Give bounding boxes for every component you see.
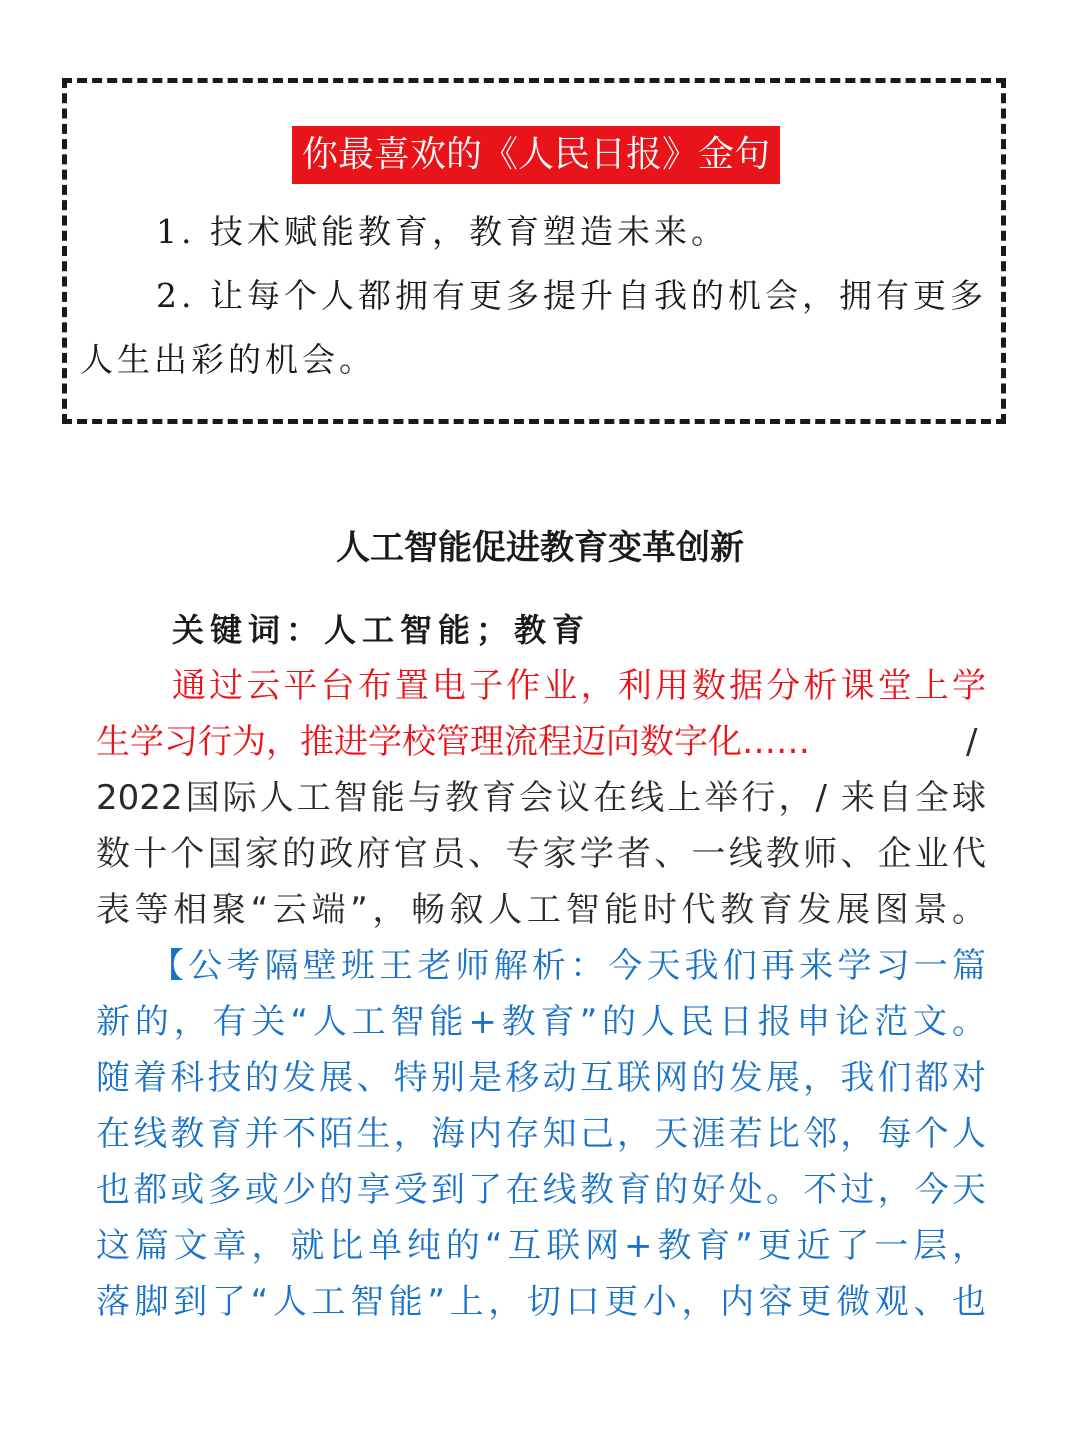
body-line-1: 2022国际人工智能与教育会议在线上举行，/ 来自全球	[96, 778, 986, 818]
analysis-line-3: 随着科技的发展、特别是移动互联网的发展，我们都对	[96, 1058, 986, 1098]
red-line-1: 通过云平台布置电子作业，利用数据分析课堂上学	[172, 666, 986, 706]
quote-line-3: 人生出彩的机会。	[80, 340, 376, 379]
analysis-line-4: 在线教育并不陌生，海内存知己，天涯若比邻，每个人	[96, 1114, 986, 1154]
quote-line-2: 2. 让每个人都拥有更多提升自我的机会，拥有更多	[156, 276, 987, 315]
body-line-2: 数十个国家的政府官员、专家学者、一线教师、企业代	[96, 834, 986, 874]
analysis-line-2: 新的，有关“人工智能+教育”的人民日报申论范文。	[96, 1002, 986, 1042]
quote-line-1: 1. 技术赋能教育，教育塑造未来。	[156, 212, 728, 251]
analysis-line-1: 【公考隔壁班王老师解析：今天我们再来学习一篇	[150, 946, 986, 986]
analysis-line-6: 这篇文章，就比单纯的“互联网+教育”更近了一层，	[96, 1226, 986, 1266]
article-keywords: 关键词：人工智能；教育	[172, 611, 591, 649]
analysis-line-5: 也都或多或少的享受到了在线教育的好处。不过，今天	[96, 1170, 986, 1210]
quote-box-title: 你最喜欢的《人民日报》金句	[292, 126, 780, 184]
red-line-2: 生学习行为，推进学校管理流程迈向数字化……	[96, 722, 810, 762]
analysis-line-7: 落脚到了“人工智能”上，切口更小，内容更微观、也	[96, 1282, 986, 1322]
body-line-3: 表等相聚“云端”，畅叙人工智能时代教育发展图景。	[96, 890, 986, 930]
article-title: 人工智能促进教育变革创新	[336, 528, 744, 568]
slash-divider: /	[966, 722, 978, 762]
